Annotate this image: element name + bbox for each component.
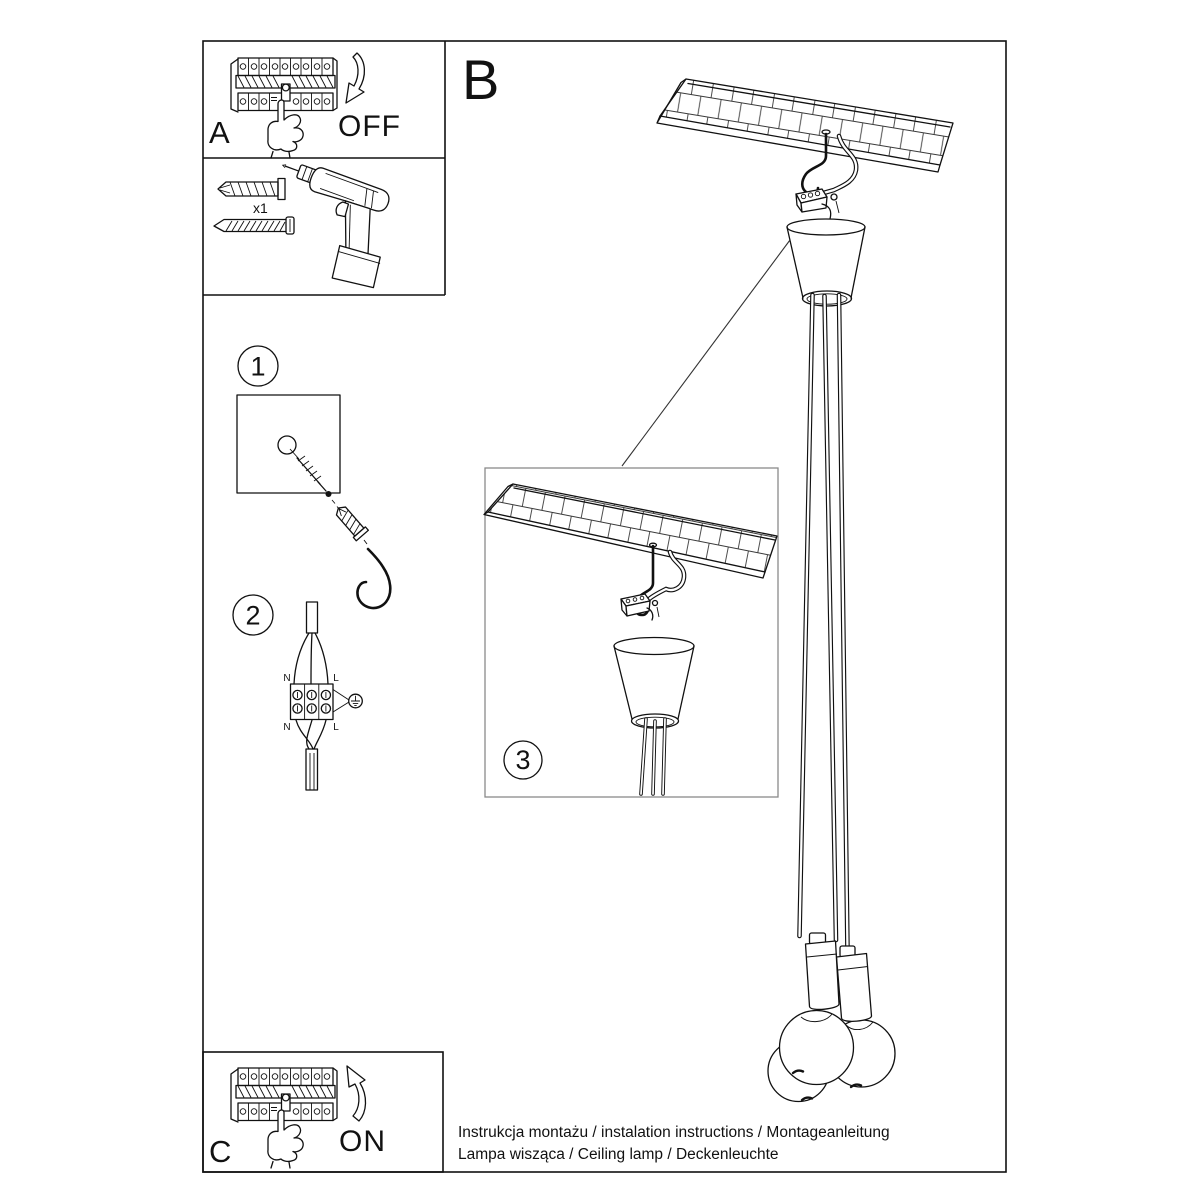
- panel-c: [209, 1066, 386, 1169]
- step-1-number: 1: [250, 351, 266, 382]
- ceiling-panel-icon: [657, 79, 953, 172]
- terminal-block-icon: [291, 684, 334, 720]
- ceiling-hook-icon: [357, 549, 390, 608]
- off-arrow-icon: [346, 53, 364, 103]
- step-3-number: 3: [515, 745, 531, 775]
- off-label: OFF: [338, 110, 401, 143]
- lamp-socket-icon: [806, 933, 840, 1009]
- detail-leader-line: [622, 240, 790, 466]
- panel-c-box: [203, 1052, 443, 1172]
- screw-icon: [214, 217, 294, 234]
- panel-c-label: C: [209, 1134, 232, 1169]
- terminal-block-small-icon: [796, 189, 827, 212]
- screw-diagonal-icon: [290, 449, 340, 510]
- ground-symbol-icon: [333, 690, 362, 713]
- terminal-label-l-top: L: [333, 673, 339, 684]
- dowel-quantity-label: x1: [253, 200, 268, 216]
- lamp-socket-icon: [837, 946, 872, 1021]
- on-arrow-icon: [347, 1066, 366, 1121]
- panel-tools: [214, 155, 406, 292]
- drill-hole-icon: [278, 436, 296, 454]
- footer-line-1: Instrukcja montażu / instalation instructions / Montageanleitung: [458, 1124, 890, 1141]
- panel-b-label: B: [462, 48, 500, 111]
- output-wires-icon: [296, 720, 326, 790]
- step-2-number: 2: [245, 600, 261, 631]
- terminal-label-l-bottom: L: [333, 722, 339, 733]
- step-2: [233, 595, 362, 790]
- terminal-label-n-top: N: [283, 673, 291, 684]
- footer: [458, 1124, 890, 1163]
- footer-line-2: Lampa wisząca / Ceiling lamp / Deckenleuchte: [458, 1146, 779, 1163]
- step-1: [237, 346, 390, 608]
- supply-cable-icon: [294, 602, 328, 684]
- assembly-dash: [364, 540, 367, 544]
- panel-a: [209, 53, 401, 158]
- canopy-icon: [787, 219, 865, 306]
- on-label: ON: [339, 1125, 386, 1158]
- ceiling-square: [237, 395, 340, 493]
- drill-icon: [252, 155, 406, 292]
- wall-plug-diagonal-icon: [332, 503, 368, 541]
- detail-inset: [484, 468, 778, 797]
- terminal-label-n-bottom: N: [283, 722, 291, 733]
- panel-a-label: A: [209, 115, 230, 150]
- wall-plug-icon: [218, 179, 285, 200]
- bulbs-group: [768, 933, 895, 1102]
- pendant-cords-icon: [800, 295, 848, 952]
